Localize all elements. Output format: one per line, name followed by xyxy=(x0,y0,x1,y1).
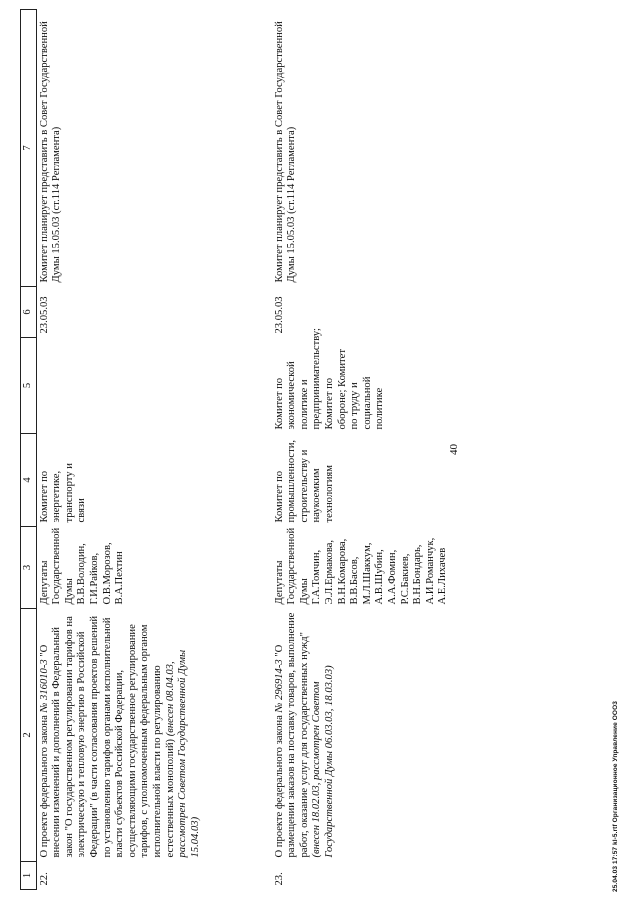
author: Депутаты Государственной Думы xyxy=(273,527,310,605)
table-row xyxy=(36,10,256,890)
committee-cell: Комитет по промышленности, строительству и наукоемким технологиям xyxy=(273,439,335,523)
authors-cell xyxy=(256,527,481,609)
description-note: (внесен 18.02.03, рассмотрен Советом Государственной Думы 06.03.03, 18.03.03) xyxy=(311,665,335,858)
author: Г.А.Томчин, xyxy=(311,549,323,605)
author: Р.С.Бакиев, xyxy=(399,553,411,605)
author: В.В.Володин, xyxy=(76,543,88,605)
bill-description xyxy=(256,609,481,862)
row-number: 22. xyxy=(38,872,50,886)
author: Э.Л.Ермакова, xyxy=(323,539,335,605)
author: В.А.Пехтин xyxy=(114,551,126,605)
footer-note: 25.04.03 17:57 kl-5.rtf Организационное Управление ООО3 xyxy=(612,701,619,892)
author: В.Н.Бондарь, xyxy=(412,544,424,605)
column-header: 3 xyxy=(21,527,37,609)
author: А.В.Шубин, xyxy=(374,549,386,605)
author: Г.И.Райков, xyxy=(88,552,100,605)
table-row xyxy=(256,10,481,890)
description-intro: О проекте федерального закона xyxy=(38,712,50,858)
column-header: 2 xyxy=(21,609,37,862)
date-cell: 23.05.03 xyxy=(273,296,285,334)
description-note: (внесен 08.04.03, рассмотрен Советом Государственной Думы 15.04.03) xyxy=(164,649,201,858)
committee-cell: Комитет по энергетике, транспорту и связи xyxy=(38,463,88,523)
bills-table xyxy=(20,9,481,890)
author: В.В.Басов, xyxy=(349,556,361,605)
column-header: 7 xyxy=(21,10,37,287)
date-cell: 23.05.03 xyxy=(38,296,50,334)
bill-number: № 296914-3 xyxy=(273,659,285,713)
author: Депутаты Государственной Думы xyxy=(38,527,75,605)
author: О.В.Морозов, xyxy=(101,542,113,605)
description-intro: О проекте федерального закона xyxy=(273,712,285,858)
note-cell: Комитет планирует представить в Совет Государственной Думы 15.05.03 (ст.114 Регламента) xyxy=(38,21,63,283)
authors-cell xyxy=(36,527,256,609)
co-committees-cell xyxy=(36,338,256,434)
column-header: 5 xyxy=(21,338,37,434)
co-committees-cell: Комитет по экономической политике и предпринимательству; Комитет по обороне; Комитет по труду и социальной политике xyxy=(273,328,386,430)
author: М.Л.Шаккум, xyxy=(361,542,373,605)
note-cell: Комитет планирует представить в Совет Государственной Думы 15.05.03 (ст.114 Регламента) xyxy=(273,21,298,283)
header-row xyxy=(21,10,37,890)
bill-description xyxy=(36,609,256,862)
bill-number: № 316010-3 xyxy=(38,659,50,713)
author: А.Е.Лихачев xyxy=(437,547,449,605)
column-header: 4 xyxy=(21,434,37,527)
row-number: 23. xyxy=(273,872,285,886)
description-body: "О внесении изменений и дополнений в Федеральный закон "О государственном регулировании тарифов на электрическую и тепловую энергию в Российской Федерации" (в части согласования проектов решений по установлению тарифов органами исполнительной власти субъектов Российской Федерации, осуществляющими государственное регулирование тарифов, с уполномоченным федеральным органом исполнительной власти по регулированию естественных монополий) xyxy=(38,616,176,858)
author: А.А.Фомин, xyxy=(386,549,398,605)
page-number: 40 xyxy=(448,444,460,455)
author: В.Н.Комарова, xyxy=(336,538,348,605)
author: А.И.Романчук, xyxy=(424,537,436,605)
column-header: 6 xyxy=(21,287,37,338)
description-body: "О размещении заказов на поставку товаров, выполнение работ, оказание услуг для государственных нужд" xyxy=(273,612,310,858)
column-header: 1 xyxy=(21,862,37,890)
